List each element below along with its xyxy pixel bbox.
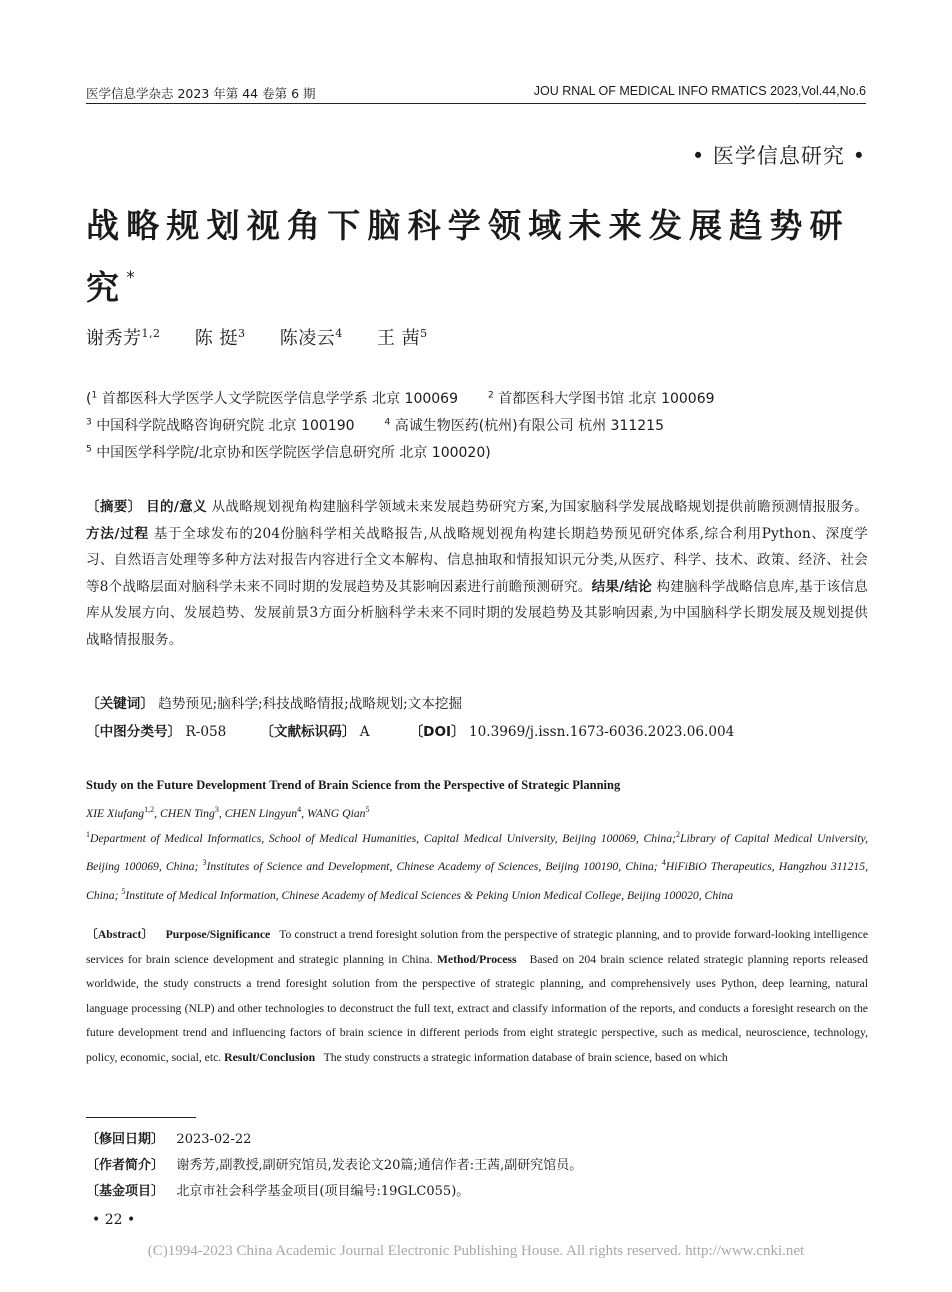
author: 陈凌云$^4$: [279, 327, 343, 349]
running-header-right: JOU RNAL OF MEDICAL INFO RMATICS 2023,Vol.44,No.6: [533, 84, 866, 98]
column-label: • 医学信息研究 •: [691, 144, 866, 168]
author-list: [86, 324, 456, 350]
copyright-watermark: (C)1994-2023 China Academic Journal Electronic Publishing House. All rights reserved. http://www.cnki.net: [147, 1243, 805, 1259]
affiliation-line: ($^1$ 首都医科大学医学人文学院医学信息学学系 北京 100069 $^2$ 首都医科大学图书馆 北京 100069: [86, 390, 715, 407]
footnote-revised: 〔修回日期〕 2023-02-22: [86, 1132, 252, 1147]
chinese-abstract: 〔摘要〕 目的/意义 从战略规划视角构建脑科学领域未来发展趋势研究方案,为国家脑科学发展战略规划提供前瞻预测情报服务。方法/过程 基于全球发布的204份脑科学相关战略报告,从战略规划视角构建长期趋势预见研究体系,综合利用Python、深度学习、自然语言处理等多种方法对报告内容进行全文本解构、信息抽取和情报知识元分类,从医疗、科学、技术、政策、经济、社会等8个战略层面对脑科学未来不同时期的发展趋势及其影响因素进行前瞻预测研究。结果/结论 构建脑科学战略信息库,基于该信息库从发展方向、发展趋势、发展前景3方面分析脑科学未来不同时期的发展趋势及其影响因素,为中国脑科学长期发展及规划提供战略情报服务。: [86, 499, 869, 648]
purpose-label: 目的/意义: [146, 499, 207, 515]
method-label: 方法/过程: [86, 525, 149, 542]
affiliation-line: $^5$ 中国医学科学院/北京协和医学院医学信息研究所 北京 100020): [86, 444, 491, 461]
keywords: 〔关键词〕 趋势预见;脑科学;科技战略情报;战略规划;文本挖掘: [86, 696, 463, 712]
classification-line: 〔中图分类号〕 R-058 〔文献标识码〕 A 〔DOI〕 10.3969/j.issn.1673-6036.2023.06.004: [86, 724, 735, 740]
title-footnote-mark: *: [126, 268, 142, 288]
footnote-funding: 〔基金项目〕 北京市社会科学基金项目(项目编号:19GLC055)。: [86, 1184, 470, 1199]
article-title: [86, 200, 876, 314]
english-abstract: 〔Abstract〕 Purpose/Significance To construct a trend foresight solution from the perspective of strategic planning, and to provide forward-looking intelligence services for brain science development and strategic planning in China. Method/Process Based on 204 brain science related strategic planning reports released worldwide, the study constructs a trend foresight solution from the perspective of strategic planning, and comprehensively uses Python, deep learning, natural language processing (NLP) and other technologies to deconstruct the full text, extract and classify information of the reports, and conducts a foresight research on the future development trend and influencing factors of brain science in different periods from eight strategic perspective, such as medical, neuroscience, technology, policy, economic, social, etc. Result/Conclusion The study constructs a strategic information database of brain science, based on which: [86, 928, 869, 1064]
abstract-tag: 〔摘要〕: [86, 499, 142, 515]
running-header-left: 医学信息学杂志 2023 年第 44 卷第 6 期: [86, 86, 316, 101]
english-affiliations: $^1$Department of Medical Informatics, School of Medical Humanities, Capital Medical University, Beijing 100069, China;$^2$Library of Capital Medical University, Beijing 100069, China; $^3$Institutes of Science and Development, Chinese Academy of Sciences, Beijing 100190, China; $^4$HiFiBiO Therapeutics, Hangzhou 311215, China; $^5$Institute of Medical Information, Chinese Academy of Medical Sciences & Peking Union Medical College, Beijing 100020, China: [86, 830, 868, 902]
header-rule: [86, 103, 866, 104]
author: 陈 挺$^3$: [194, 327, 246, 349]
page-number: • 22 •: [92, 1212, 136, 1228]
result-label: 结果/结论: [591, 578, 652, 595]
footnote-author-bio: 〔作者简介〕 谢秀芳,副教授,副研究馆员,发表论文20篇;通信作者:王茜,副研究馆员。: [86, 1158, 583, 1173]
doi: 10.3969/j.issn.1673-6036.2023.06.004: [469, 724, 735, 740]
author: 王 茜$^5$: [376, 327, 428, 349]
affiliation-line: $^3$ 中国科学院战略咨询研究院 北京 100190 $^4$ 高诚生物医药(杭州)有限公司 杭州 311215: [86, 417, 664, 434]
english-title: Study on the Future Development Trend of Brain Science from the Perspective of Strategic Planning: [86, 778, 621, 792]
english-authors: XIE Xiufang$^{1,2}$, CHEN Ting$^3$, CHEN Lingyun$^4$, WANG Qian$^5$: [86, 805, 370, 820]
author: 谢秀芳$^{1,2}$: [86, 327, 161, 349]
footnote-rule: [86, 1117, 196, 1118]
title-text: 战略规划视角下脑科学领域未来发展趋势研究: [86, 206, 850, 307]
